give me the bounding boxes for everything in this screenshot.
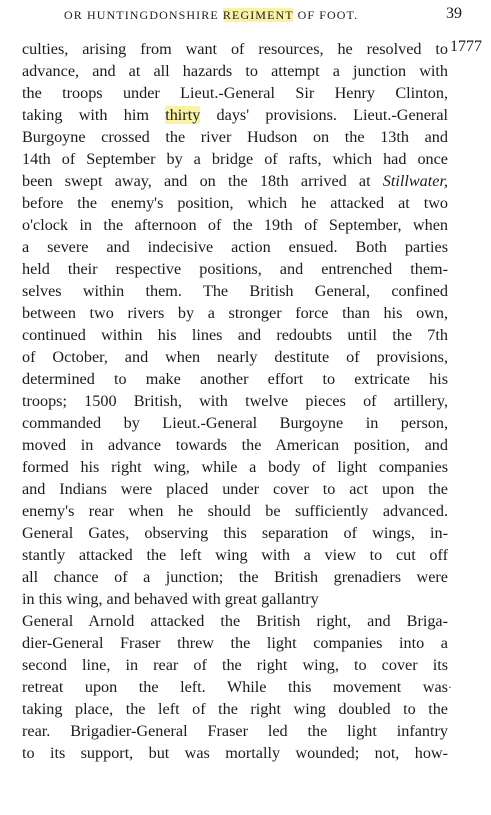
text-line [22, 170, 448, 192]
text-line: General Gates, observing this separation of wings, in- [22, 524, 448, 542]
text-line: between two rivers by a stronger force than his own, [22, 304, 448, 322]
text-line: commanded by Lieut.-General Burgoyne in person, [22, 414, 448, 432]
text-segment: been swept away, and on the 18th arrived at [22, 172, 383, 190]
text-line: enemy's rear when he should be sufficiently advanced. [22, 502, 448, 520]
page-number: 39 [446, 5, 462, 22]
text-line: taking place, the left of the right wing doubled to the [22, 700, 448, 718]
text-line: and Indians were placed under cover to act upon the [22, 480, 448, 498]
print-speck: · [448, 680, 452, 694]
text-line: a severe and indecisive action ensued. Both parties [22, 238, 448, 256]
text-line: to its support, but was mortally wounded; not, how- [22, 744, 448, 762]
text-line: of October, and when nearly destitute of provisions, [22, 348, 448, 366]
text-line: formed his right wing, while a body of light companies [22, 458, 448, 476]
text-line: Burgoyne crossed the river Hudson on the 13th and [22, 128, 448, 146]
running-head-highlight: REGIMENT [222, 8, 294, 22]
text-line: second line, in rear of the right wing, to cover its [22, 656, 448, 674]
text-line: held their respective positions, and entrenched them- [22, 260, 448, 278]
text-line: advance, and at all hazards to attempt a junction with [22, 62, 448, 80]
text-line: moved in advance towards the American position, and [22, 436, 448, 454]
margin-year: 1777 [450, 38, 482, 55]
text-line [22, 104, 448, 126]
italic-place-name: Stillwater, [382, 172, 448, 190]
text-line: stantly attacked the left wing with a view to cut off [22, 546, 448, 564]
text-line: the troops under Lieut.-General Sir Henry Clinton, [22, 84, 448, 102]
text-line: o'clock in the afternoon of the 19th of September, when [22, 216, 448, 234]
text-line: retreat upon the left. While this movement was [22, 678, 448, 696]
running-head-text-end: OF FOOT. [293, 8, 359, 22]
text-line: all chance of a junction; the British grenadiers were [22, 568, 448, 586]
text-line: General Arnold attacked the British right, and Briga- [22, 612, 448, 630]
text-line: 14th of September by a bridge of rafts, which had once [22, 150, 448, 168]
text-line: dier-General Fraser threw the light companies into a [22, 634, 448, 652]
text-line: rear. Brigadier-General Fraser led the light infantry [22, 722, 448, 740]
text-line: culties, arising from want of resources, he resolved to [22, 40, 448, 58]
text-line: selves within them. The British General, confined [22, 282, 448, 300]
text-line: determined to make another effort to extricate his [22, 370, 448, 388]
text-line: in this wing, and behaved with great gallantry [22, 590, 319, 608]
running-head [64, 8, 428, 23]
text-line: continued within his lines and redoubts until the 7th [22, 326, 448, 344]
text-segment: taking with him [22, 106, 166, 124]
text-line: before the enemy's position, which he attacked at two [22, 194, 448, 212]
highlighted-word: thirty [165, 106, 201, 124]
running-head-text: OR HUNTINGDONSHIRE [64, 8, 223, 22]
text-line: troops; 1500 British, with twelve pieces of artillery, [22, 392, 448, 410]
text-segment: days' provisions. Lieut.-General [200, 106, 448, 124]
